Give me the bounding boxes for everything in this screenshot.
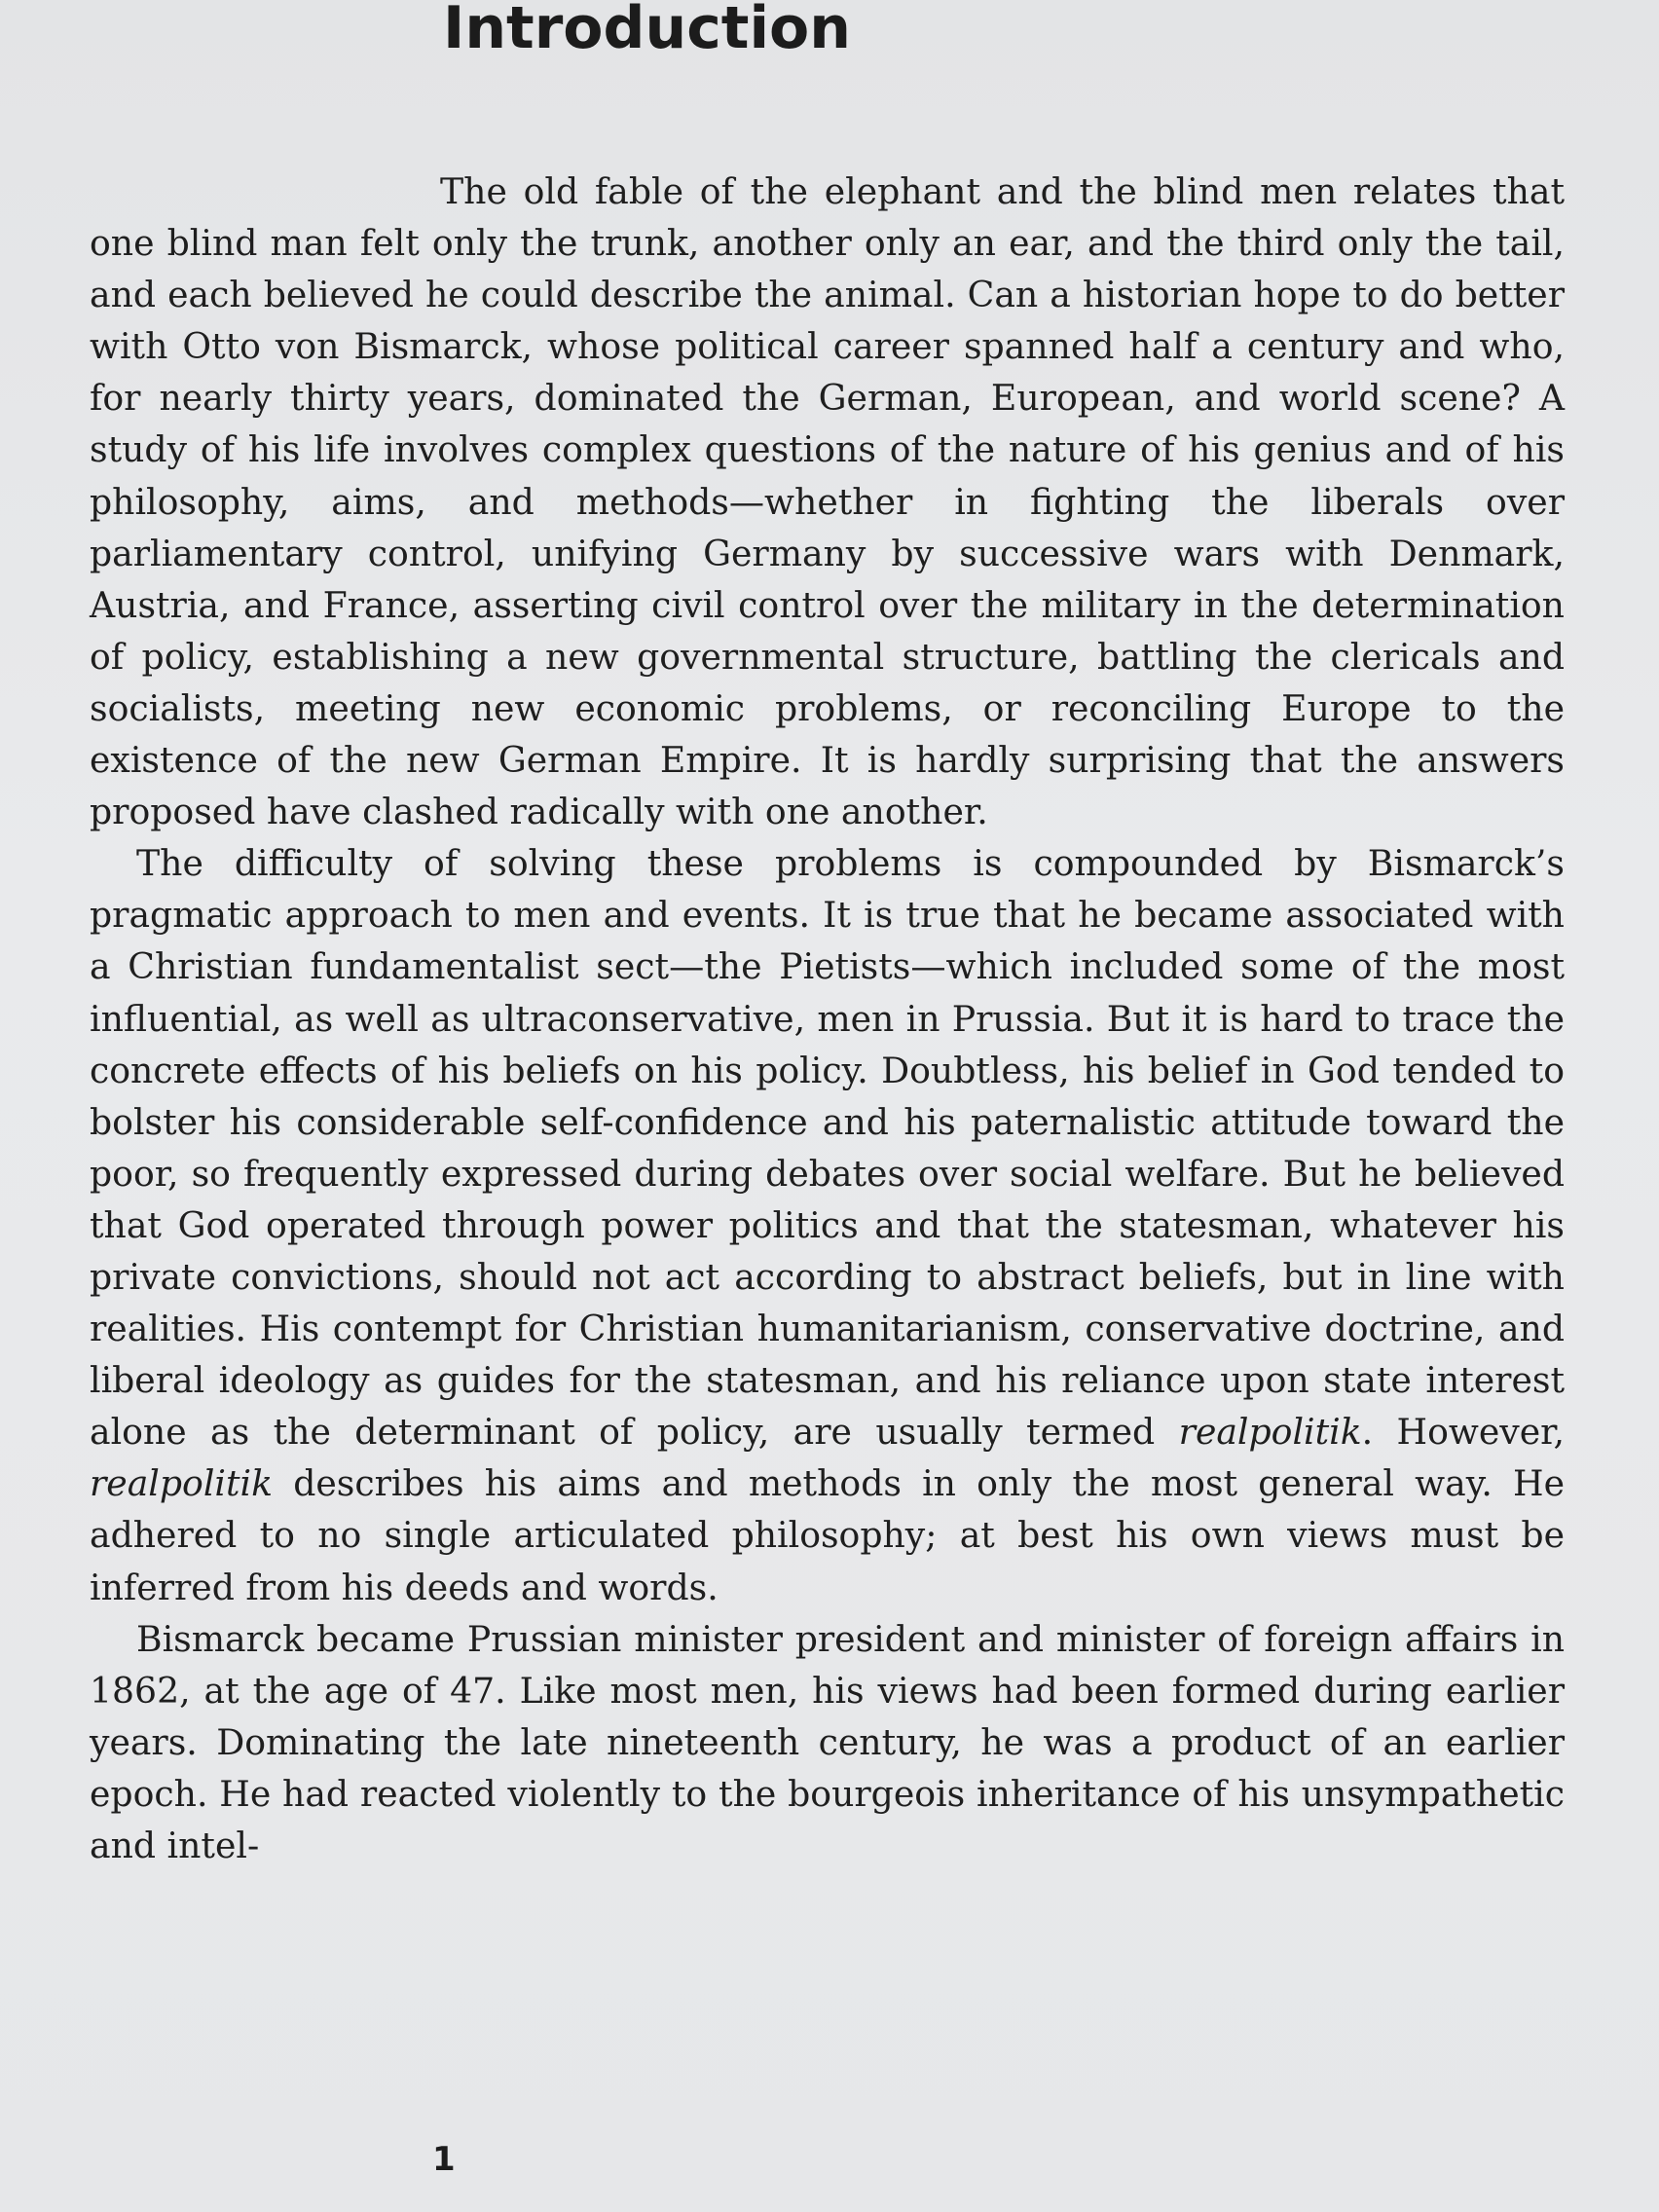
italic-term-realpolitik-second: realpolitik bbox=[90, 1462, 274, 1505]
paragraph-3: Bismarck became Prussian minister president and minister of foreign affairs in 1862, at the age of 47. Like most men, his views had been formed during earlier years. Dominating the late nineteenth century, he was a product of an earlier epoch. He had reacted violently to the bourgeois inheritance of his unsympathetic and intel- bbox=[90, 1617, 1565, 1866]
page-number: 1 bbox=[432, 2140, 456, 2179]
paragraph-2 bbox=[90, 837, 1565, 1612]
body-text bbox=[90, 166, 1565, 1871]
paragraph-2-part-b: . However, bbox=[1361, 1411, 1565, 1454]
paragraph-2-part-a: The difficulty of solving these problems is compounded by Bismarck’s pragmatic approach to men and events. It is true that he became associated with a Christian fundamentalist sect—the Pietists—which included some of the most influential, as well as ultraconservative, men in Prussia. But it is hard to trace the concrete effects of his beliefs on his policy. Doubtless, his belief in God tended to bolster his considerable self-confidence and his paternalistic attitude toward the poor, so frequently expressed during debates over social welfare. But he believed that God operated through power politics and that the statesman, whatever his private convictions, should not act according to abstract beliefs, but in line with realities. His contempt for Christian humanitarianism, conservative doctrine, and liberal ideology as guides for the statesman, and his reliance upon state interest alone as the determinant of policy, are usually termed bbox=[90, 842, 1565, 1454]
paragraph-2-part-c: describes his aims and methods in only the most general way. He adhered to no single articulated philosophy; at best his own views must be inferred from his deeds and words. bbox=[90, 1462, 1565, 1608]
paragraph-1: The old fable of the elephant and the blind men relates that one blind man felt only the trunk, another only an ear, and the third only the tail, and each believed he could describe the animal. Can a historian hope to do better with Otto von Bismarck, whose political career spanned half a century and who, for nearly thirty years, dominated the German, European, and world scene? A study of his life involves complex questions of the nature of his genius and of his philosophy, aims, and methods—whether in fighting the liberals over parliamentary control, unifying Germany by successive wars with Denmark, Austria, and France, asserting civil control over the military in the determination of policy, establishing a new governmental structure, battling the clericals and socialists, meeting new economic problems, or reconciling Europe to the existence of the new German Empire. It is hardly surprising that the answers proposed have clashed radically with one another. bbox=[90, 170, 1565, 833]
chapter-title: Introduction bbox=[443, 0, 851, 62]
italic-term-realpolitik: realpolitik bbox=[1178, 1411, 1362, 1454]
